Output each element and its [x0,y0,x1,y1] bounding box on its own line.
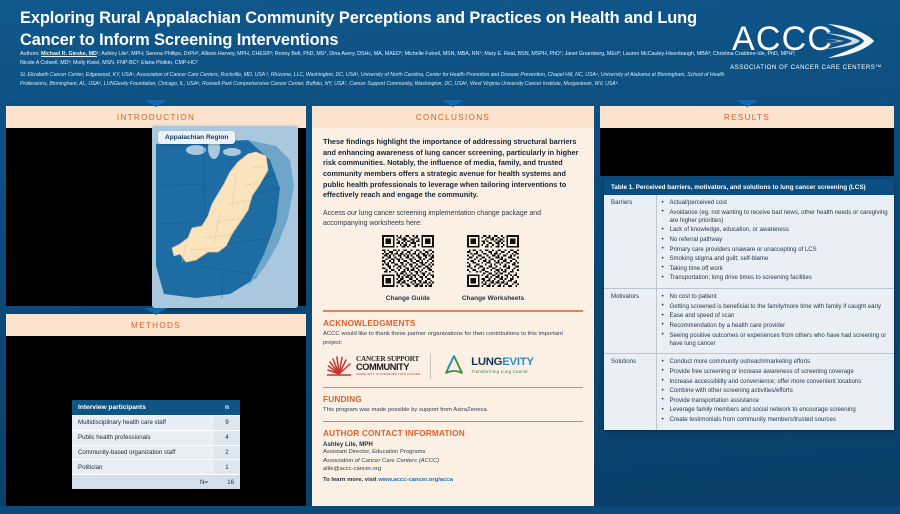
list-item: • Leverage family members and social network to encourage screening [662,406,890,414]
list-item: • Lack of knowledge, education, or awareness [662,226,890,234]
contact-org: Association of Cancer Care Centers (ACCC) [323,457,440,464]
interview-participants-table [72,400,240,489]
perceived-barriers-table [604,179,894,430]
list-item: • Primary care providers unaware or unaccepting of LCS [662,246,890,254]
participant-label: Multidisciplinary health care staff [72,416,214,431]
section-header-methods: METHODS [6,314,306,336]
learn-more-url[interactable]: www.accc-cancer.org/acca [378,477,453,484]
list-item: • Increase accessibility and convenience; offer more convenient locations [662,378,890,386]
participant-label: Politician [72,460,214,475]
table-total-row [72,475,240,489]
lungevity-tagline: Transforming Lung Cancer [471,369,529,375]
contact-email[interactable]: alile@accc-cancer.org [323,466,382,473]
learn-more-line [323,477,583,483]
row-items [656,289,894,354]
qr-caption: Change Worksheets [461,295,525,303]
row-category: Solutions [604,354,656,430]
results-content-masked [600,128,894,176]
list-item: • Combine with other screening activities/efforts [662,387,890,395]
row-items [656,354,894,430]
lungevity-word-a: LUNG [471,356,503,369]
list-item: • Getting screened is beneficial to the family/more time with family if caught early [662,303,890,311]
table-row [604,354,894,430]
item-list [662,358,890,424]
participant-count: 4 [214,430,240,445]
authors-rest: ¹; Ashley Lile², MPH; Serena Phillips, DrPH³, Allison Harvey, MPH, CHES®²; Ronny Bell, PhD, MS⁴, Dina Avery, DSHc, MA, MAED²; Michelle Futrell, MSN, MBA, RN⁵; Mary E. Reid, BSN, MSPH, PhD⁷; Janet Gruenberg, MEd⁸; Lauren McCauley-Hixenbaugh, MBA³; Christina Crabtree-Ide, PhD, MPH³; Nicole A Colwell, MD²; Molly Kisiel, MSN, FNP-BC²; Elana Plotkin, CMP-HC² [20,51,796,66]
qr-change-worksheets[interactable] [462,235,524,302]
lungevity-mark-icon [441,354,467,378]
csc-tagline: COMMUNITY IS STRONGER THAN CANCER [356,372,421,376]
table-row [72,460,240,475]
table-header-row [72,400,240,416]
list-item: • No referral pathway [662,236,890,244]
lungevity-logo [441,354,534,378]
participant-label: Community-based organization staff [72,445,214,460]
col-header-participants: Interview participants [72,400,214,416]
total-value: 16 [214,475,240,489]
section-header-conclusions: CONCLUSIONS [312,106,594,128]
list-item: • Ease and speed of scan [662,312,890,320]
table-row [604,195,894,289]
funding-heading: FUNDING [323,394,362,405]
qr-caption: Change Guide [385,295,430,303]
list-item: • Transportation; long drive times to screening facilities [662,274,890,282]
divider-contact [323,421,583,422]
participant-count: 1 [214,460,240,475]
map-graphic-icon [152,126,298,308]
table-row [72,430,240,445]
divider-acknowledgments [323,310,583,311]
table-row [72,445,240,460]
appalachian-region-map [152,126,298,308]
row-category: Barriers [604,195,656,289]
lead-author: Michael R. Gieske, MD [41,51,97,57]
conclusions-body: These findings highlight the importance of addressing structural barriers and enhancing awareness of lung cancer screening, particularly in higher risk communities. Notably, the influence of media, family, and trusted community members offers a strategic avenue for health systems and public health professionals to leverage when tailoring interventions to effectively reach and engage the community. [323,137,579,200]
accc-logo [728,18,884,80]
map-label: Appalachian Region [158,131,235,144]
list-item: • Smoking stigma and guilt; self-blame [662,255,890,263]
row-items [656,195,894,289]
divider-funding [323,387,583,388]
table-caption: Table 1. Perceived barriers, motivators, and solutions to lung cancer screening (LCS) [604,179,894,195]
results-table-wrapper [604,179,894,430]
conclusions-access-text: Access our lung cancer screening implementation change package and accompanying worksheets here: [323,209,541,227]
list-item: • Recommendation by a health care provider [662,322,890,330]
table-row [604,289,894,354]
list-item: • Provide free screening or increase awareness of screening coverage [662,368,890,376]
row-category: Motivators [604,289,656,354]
partner-logos [323,353,583,379]
csc-line1: CANCER SUPPORT [356,355,420,364]
qr-code-row [323,235,583,302]
qr-code-icon[interactable] [382,235,434,287]
participant-count: 9 [214,416,240,431]
funding-text: This program was made possible by support from AstraZeneca. [323,407,489,414]
cancer-support-community-logo [325,354,420,378]
item-list [662,293,890,348]
list-item: • Taking time off work [662,265,890,273]
accc-logo-tagline: ASSOCIATION OF CANCER CARE CENTERS™ [730,64,882,71]
sunburst-icon [325,354,353,378]
list-item: • Seeing positive outcomes or experiences from others who have had screening or have lung cancer [662,332,890,348]
csc-line2: COMMUNITY [356,362,410,373]
accc-logo-wordmark: ACCC [732,20,834,58]
table-row [72,416,240,431]
list-item: • Actual/perceived cost [662,199,890,207]
authors-line [20,50,810,67]
participant-label: Public health professionals [72,430,214,445]
list-item: • Provide transportation assistance [662,397,890,405]
acknowledgments-heading: ACKNOWLEDGMENTS [323,317,416,328]
poster-bottom-bar [0,506,900,514]
partner-divider [430,353,431,379]
participant-count: 2 [214,445,240,460]
authors-label: Authors: [20,51,40,57]
list-item: • Conduct more community outreach/marketing efforts [662,358,890,366]
conclusions-panel [312,128,594,508]
affiliations: St. Elizabeth Cancer Center, Edgewood, KY, USA¹, Association of Cancer Care Centers, Rockville, MD, USA ², Rhizome, LLC, Washington, DC, USA³, University of North Carolina, Center for Health Promotion and Disease Prevention, Chapel Hill, NC, USA⁴, University of Alabama at Birmingham, School of Health Professions, Birmingham, AL, USA⁵, LUNGevity Foundation, Chicago, IL, USA⁶, Roswell Park Comprehensive Cancer Center, Buffalo, NY, USA⁷, Cancer Support Community, Washington, DC, USA⁸, West Virginia University Cancer Institute, Morgantown, WV, USA⁹ [20,72,725,87]
qr-code-icon[interactable] [467,235,519,287]
list-item: • No cost to patient [662,293,890,301]
learn-more-prefix: To learn more, visit [323,477,379,484]
item-list [662,199,890,283]
contact-name: Ashley Lile, MPH [323,441,373,449]
contact-heading: AUTHOR CONTACT INFORMATION [323,428,465,439]
section-header-introduction: INTRODUCTION [6,106,306,128]
list-item: • Create testimonials from community members/trusted sources [662,416,890,424]
qr-change-guide[interactable] [382,235,434,302]
acknowledgments-text: ACCC would like to thank these partner organizations for their contributions to this important project: [323,331,564,346]
col-header-n: n [214,400,240,416]
accc-swoosh-icon [824,20,880,62]
total-label: N= [72,475,214,489]
list-item: • Avoidance (eg, not wanting to receive bad news, other health needs or caregiving are higher priorities) [662,209,890,225]
page-title: Exploring Rural Appalachian Community Perceptions and Practices on Health and Lung Cancer to Inform Screening Interventions [20,9,697,49]
poster-header [0,0,900,104]
section-header-results: RESULTS [600,106,894,128]
lungevity-word-b: EVITY [502,356,534,369]
contact-role: Assistant Director, Education Programs [323,449,426,456]
